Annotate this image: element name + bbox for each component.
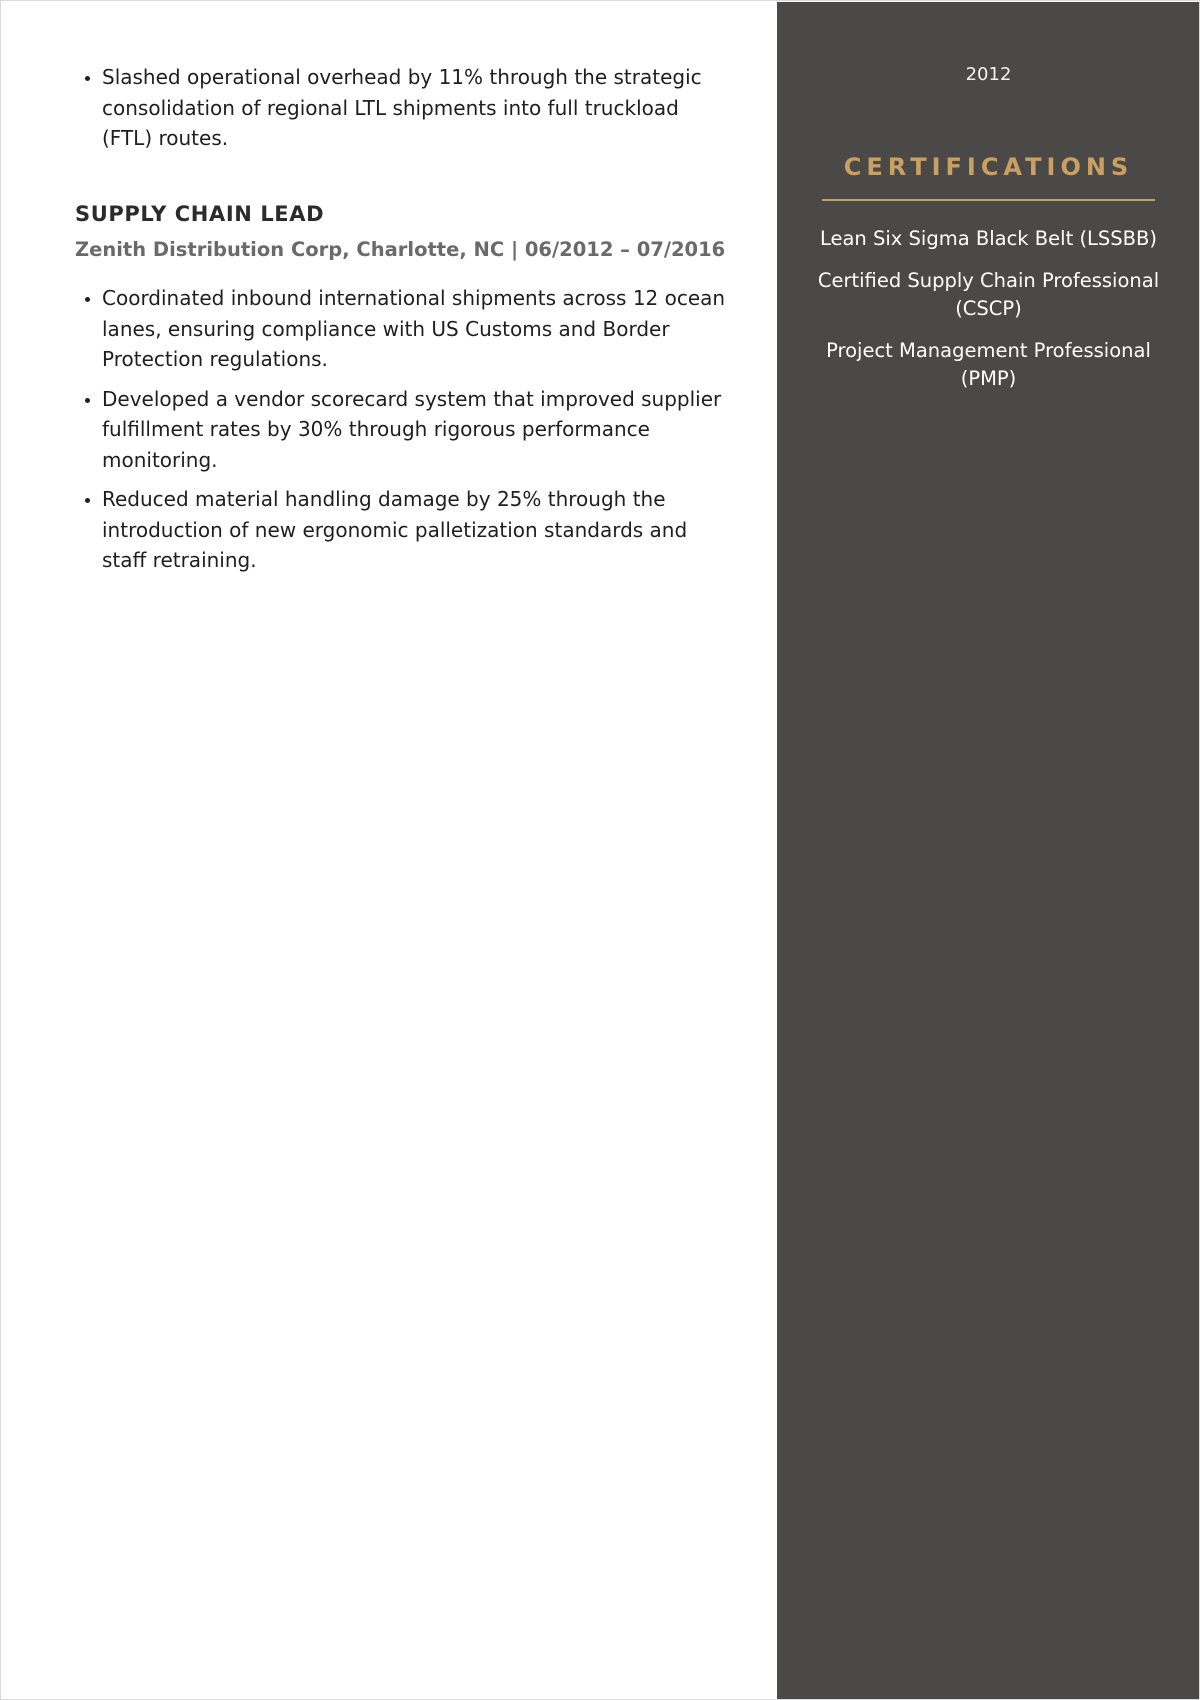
job-title: SUPPLY CHAIN LEAD	[75, 202, 325, 226]
bullet-item: • Developed a vendor scorecard system that improved supplier fulfillment rates by 30% through rigorous performance monitoring.	[102, 384, 732, 476]
bullet-item: • Reduced material handling damage by 25% through the introduction of new ergonomic palletization standards and staff retraining.	[102, 484, 732, 576]
bullet-item: • Slashed operational overhead by 11% through the strategic consolidation of regional LTL shipments into full truckload (FTL) routes.	[102, 62, 732, 154]
previous-job-bullets	[75, 62, 732, 163]
job-company-dates: Zenith Distribution Corp, Charlotte, NC | 06/2012 – 07/2016	[75, 238, 726, 261]
bullet-item: • Coordinated inbound international shipments across 12 ocean lanes, ensuring compliance with US Customs and Border Protection regulations.	[102, 283, 732, 375]
sidebar	[777, 2, 1200, 1699]
certifications-heading: CERTIFICATIONS	[843, 153, 1134, 181]
education-year: 2012	[965, 64, 1012, 85]
section-divider	[822, 199, 1155, 201]
certification-item: Certified Supply Chain Professional (CSCP)	[817, 268, 1160, 320]
job-bullets	[75, 283, 732, 585]
certifications-list	[817, 225, 1160, 407]
certification-item: Project Management Professional (PMP)	[826, 338, 1151, 390]
certification-item: Lean Six Sigma Black Belt (LSSBB)	[819, 227, 1158, 250]
